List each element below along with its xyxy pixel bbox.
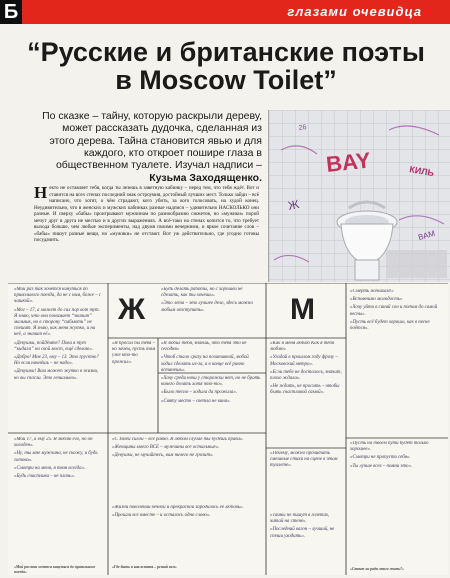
cell-text: «Жизни поколений вечной и прекрасной зародилась её любовь».: [112, 505, 244, 510]
graffiti-text: 26: [298, 123, 307, 132]
article-lead: По сказке – тайну, которую раскрыли дереву, может рассказать дудочка, сделанная из этого дерева. Тайна становится явью и для каждого, кто откроет пошире глаза в общественном туалете. Изучал надписи –: [42, 110, 262, 172]
cell-text: «Вспомнимо молодость»: [350, 297, 403, 303]
cell-text: «Смотри не пропусти себя».: [350, 455, 411, 461]
intro-text: екто не оставляет тебя, когда ты лезешь в заветную кабинку – перед тем, что тебя ждёт. Вот и ставится на всех стенах последний знак остроумия, достойный лучших мест. Только зайди – всё написано, что хотят, о чём страдают, кого убить, за кого голосовать, на худой конец. Неудивительно, что в женских и мужских кабинках разные надписи – удивительно НАСКОЛЬКО они разные. И сверху «бабы» проигрывают мужчинам по разнообразию сюжетов, но «мужики» порой мечут друг в друга не местью и в других выражениях. А всё-таки на стенах копится то, что требует выхода больше, чем любые эксперименты, над двумя своими вечерними, и яркое сочетание слов – «бабы» пишут разные вещи, но «мужики» не отстают. Вот уж действительно, где угодно готовы посудачить.: [34, 185, 259, 243]
grid-cell: [112, 437, 262, 503]
grid-cell: [350, 441, 444, 569]
cell-text: «С Твоей силой – все равно. В любом случае ты будешь права».: [112, 437, 244, 442]
article-intro: [34, 185, 259, 277]
cell-text: «Почему, можно прочитать смешные стихи на сцене в этом туалете».: [270, 451, 338, 469]
cell-text: «Я любил тебя, знаешь, что тебя это не сегодня»: [161, 341, 247, 353]
grid-cell: [112, 505, 262, 561]
cell-text: «Мог – 17, а может до сих пор вот тут. Я знаю, что она понимает “значит” мальчик, но в сторону “пабьюти” не спешит. Я знаю, как меня жутко, и на неё, а значит её».: [14, 307, 100, 338]
grid-cell: [14, 287, 104, 429]
cell-text: «Тайны не пишут в газетах, читай на стене».: [270, 513, 330, 525]
cell-text: «Хочу уйти в синий сон и потом до самой весны».: [350, 305, 438, 317]
grid-cell: [161, 287, 261, 335]
grid-cell: [350, 289, 444, 435]
article-title: “Русские и британские поэты в Moscow Toilet”: [27, 37, 425, 95]
cell-text: «Пусть всё будет хорошо, как в песне поётся».: [350, 319, 430, 332]
cell-text: «Не ждать, не просить – чтобы быть счастливой самой».: [270, 384, 340, 396]
grid-cell: [270, 513, 342, 567]
cell-text: «Святу место – светла не вина».: [161, 398, 231, 404]
graffiti-text: Ж: [286, 196, 301, 213]
cell-text: «Ну, ты мне мужчина, не скажу, и будь готова».: [14, 451, 98, 463]
cell-text: «Будь счастлива – не плачь».: [14, 474, 76, 480]
cell-text: «Мой 17, а ему 25. Я люблю его, но он холоден».: [14, 437, 93, 449]
cell-text: «Девушки, не мучайтесь, вам ничего не грозит».: [112, 453, 214, 459]
graffiti-text: BAY: [324, 147, 372, 177]
cell-caption: «Мой раз так хочется кинуться до привольного поезда»: [14, 565, 96, 574]
cell-caption: «Стоит ли ради этого жить?»: [350, 567, 404, 571]
grid-cell: [14, 437, 104, 565]
cell-text: «Прошли все вместе – и осталось одно слово».: [112, 513, 211, 519]
cell-text: «Девушки! Вам может жутко в жизни, но вы спасли. Это гениально».: [14, 369, 99, 381]
graffiti-text: ВАМ: [417, 228, 437, 242]
grid-cell: [112, 341, 156, 429]
cell-text: «Последний вагон – лучший, не спеши уходить».: [270, 527, 335, 539]
section-title: глазами очевидца: [287, 4, 422, 19]
graffiti-glyph: Ж: [118, 293, 146, 326]
cell-text: «Мой раз так хочется кинуться до привольного поезда, да не с ним, боже – с чашкой».: [14, 287, 101, 305]
grid-cell: [161, 341, 261, 431]
cell-text: «Пусть на твоём пути будет только хорошее».: [350, 441, 429, 453]
cell-text: «Я бросил бы тебя – но зачем, пусть там уже кто-то прожил».: [112, 341, 156, 365]
grid-cell: [270, 341, 342, 445]
toilet-photo: [268, 110, 450, 282]
cell-text: «Угадай в прошлом году фразу – Московский метро».: [270, 355, 338, 367]
cell-text: «Женщины моего ВСЕ – мужчины все остальные».: [112, 445, 220, 451]
drop-cap: Н: [34, 185, 48, 202]
cell-text: «Чтоб стало сразу на позитивной, любой ходил сделать из-за, а в конце всё равно встанешь».: [161, 355, 249, 373]
toilet-photo-image: [269, 110, 450, 282]
cell-text: «Смерть женихам!»: [350, 289, 394, 294]
cell-text: «Хочу среди ночи у сторожки нет, но не брать ничего делать хотя что-то».: [161, 376, 261, 388]
cell-text: «Ты лучше всех – помни это».: [350, 463, 413, 469]
cell-text: «Смотри на меня, я твоя всегда».: [14, 465, 86, 471]
cell-text: «Как я меня люблю Как я тебя люблю»: [270, 341, 334, 353]
cell-text: «Это лета – это лучшее дело, здесь можно любым отступить».: [161, 301, 253, 313]
article-author: Кузьма Заходященко.: [149, 172, 262, 184]
cell-text: «Девушки, пойдёмте? Пока я тут “кидала” на свой мост, ещё сделаю».: [14, 340, 93, 352]
grid-cell: [270, 451, 342, 511]
cell-text: «Если тебе не досталось, значит, плохо ждала».: [270, 369, 342, 382]
cell-text: «Было тепло – ходила да прожила».: [161, 390, 238, 396]
graffiti-grid: [8, 283, 448, 575]
graffiti-text: КИЛЬ: [408, 164, 435, 179]
cell-caption: «Где быть и как встать – решай сам»: [112, 565, 177, 569]
graffiti-glyph: М: [290, 293, 315, 326]
cell-text: «Будь делать работы, но с хорошей не сделать, как ты хочешь».: [161, 287, 243, 299]
section-letter: Б: [0, 0, 22, 24]
cell-text: «Добро! Мне 23, ему – 13. Это грустно? Но если начнёшь – не надо».: [14, 355, 99, 367]
